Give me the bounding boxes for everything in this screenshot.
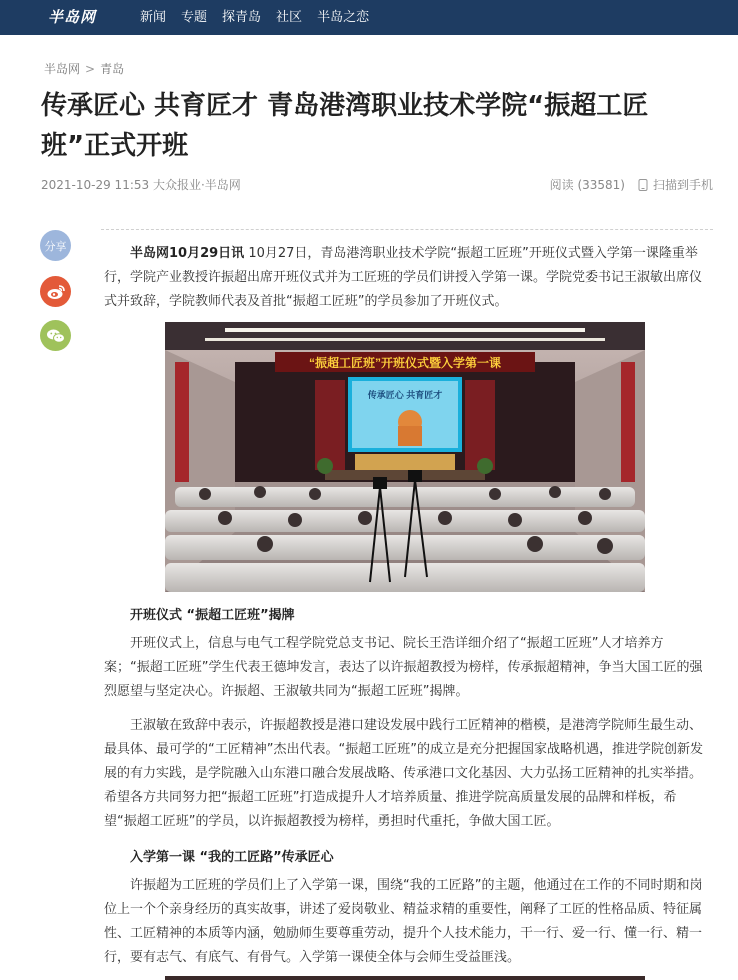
lead-text: 10月27日，青岛港湾职业技术学院“振超工匠班”开班仪式暨入学第一课隆重举行，学院产业教授许振超出席开班仪式并为工匠班的学员们讲授入学第一课。学院党委书记王淑敏出席仪式并致辞，学院教师代表及首批“振超工匠班”的学员参加了开班仪式。 xyxy=(104,246,703,309)
weibo-icon xyxy=(46,284,66,300)
page-title: 传承匠心 共育匠才 青岛港湾职业技术学院“振超工匠班”正式开班 xyxy=(41,91,649,161)
paragraph-2-wrap xyxy=(104,632,704,704)
weibo-share-button[interactable] xyxy=(40,276,71,307)
meta-divider xyxy=(101,229,713,230)
ceremony-photo-illustration xyxy=(165,322,645,592)
section-1 xyxy=(104,604,714,628)
share-label: 分享 xyxy=(40,230,71,261)
article-body xyxy=(104,242,714,314)
paragraph-4-wrap xyxy=(104,874,704,970)
breadcrumb-section[interactable]: 青岛 xyxy=(100,62,125,76)
site-logo[interactable]: 半岛网 xyxy=(48,8,97,26)
wechat-icon xyxy=(46,328,66,344)
section-2 xyxy=(104,846,714,870)
qr-scan-icon xyxy=(637,179,649,191)
nav-item-explore-qingdao[interactable]: 探青岛 xyxy=(222,10,262,25)
article-photo xyxy=(165,322,645,592)
paragraph-2: 开班仪式上，信息与电气工程学院党总支书记、院长王浩详细介绍了“振超工匠班”人才培养方案；“振超工匠班”学生代表王德坤发言，表达了以许振超教授为榜样，传承振超精神，争当大国工匠的强烈愿望与坚定决心。许振超、王淑敏共同为“振超工匠班”揭牌。 xyxy=(104,636,703,699)
top-nav-bar xyxy=(0,0,738,35)
photo-banner-text: “振超工匠班”开班仪式暨入学第一课 xyxy=(308,356,502,370)
read-count xyxy=(550,176,625,193)
article-source: 大众报业·半岛网 xyxy=(152,178,241,192)
photo-screen-title: 传承匠心 共育匠才 xyxy=(367,390,443,400)
nav-item-bandao-love[interactable]: 半岛之恋 xyxy=(317,10,370,25)
wechat-share-button[interactable] xyxy=(40,320,71,351)
breadcrumb xyxy=(44,60,124,77)
paragraph-3: 王淑敏在致辞中表示，许振超教授是港口建设发展中践行工匠精神的楷模，是港湾学院师生最生动、最具体、最可学的“工匠精神”杰出代表。“振超工匠班”的成立是充分把握国家战略机遇，推进学院创新发展的有力实践，是学院融入山东港口融合发展战略、传承港口文化基因、大力弘扬工匠精神的扎实举措。希望各方共同努力把“振超工匠班”打造成提升人才培养质量、推进学院高质量发展的品牌和样板，希望“振超工匠班”的学员，以许振超教授为榜样，勇担时代重托，争做大国工匠。 xyxy=(104,718,703,829)
read-number: (33581) xyxy=(577,178,625,192)
article-meta xyxy=(41,176,241,193)
read-label: 阅读 xyxy=(549,178,574,192)
article-meta-right xyxy=(550,176,713,193)
next-photo-edge xyxy=(165,976,645,980)
nav-item-topics[interactable]: 专题 xyxy=(181,10,208,25)
section-1-title: 开班仪式 “振超工匠班”揭牌 xyxy=(130,608,295,623)
section-2-title: 入学第一课 “我的工匠路”传承匠心 xyxy=(130,850,334,865)
publish-datetime: 2021-10-29 11:53 xyxy=(41,178,150,192)
scan-label: 扫描到手机 xyxy=(652,178,713,192)
nav-item-community[interactable]: 社区 xyxy=(276,10,303,25)
main-nav xyxy=(140,0,384,35)
paragraph-4: 许振超为工匠班的学员们上了入学第一课，围绕“我的工匠路”的主题，他通过在工作的不同时期和岗位上一个个亲身经历的真实故事，讲述了爱岗敬业、精益求精的重要性，阐释了工匠的性格品质、特征属性、工匠精神的本质等内涵，勉励师生要尊重劳动，提升个人技术能力，干一行、爱一行、懂一行、精一行，要有志气、有底气、有骨气。入学第一课使全体与会师生受益匪浅。 xyxy=(104,878,703,965)
breadcrumb-separator: > xyxy=(85,62,96,76)
lead-dateline: 半岛网10月29日讯 xyxy=(130,246,245,261)
nav-item-news[interactable]: 新闻 xyxy=(140,10,167,25)
paragraph-3-wrap xyxy=(104,714,704,834)
breadcrumb-home[interactable]: 半岛网 xyxy=(44,62,81,76)
scan-to-phone-button[interactable] xyxy=(637,176,713,193)
lead-paragraph xyxy=(104,242,714,314)
